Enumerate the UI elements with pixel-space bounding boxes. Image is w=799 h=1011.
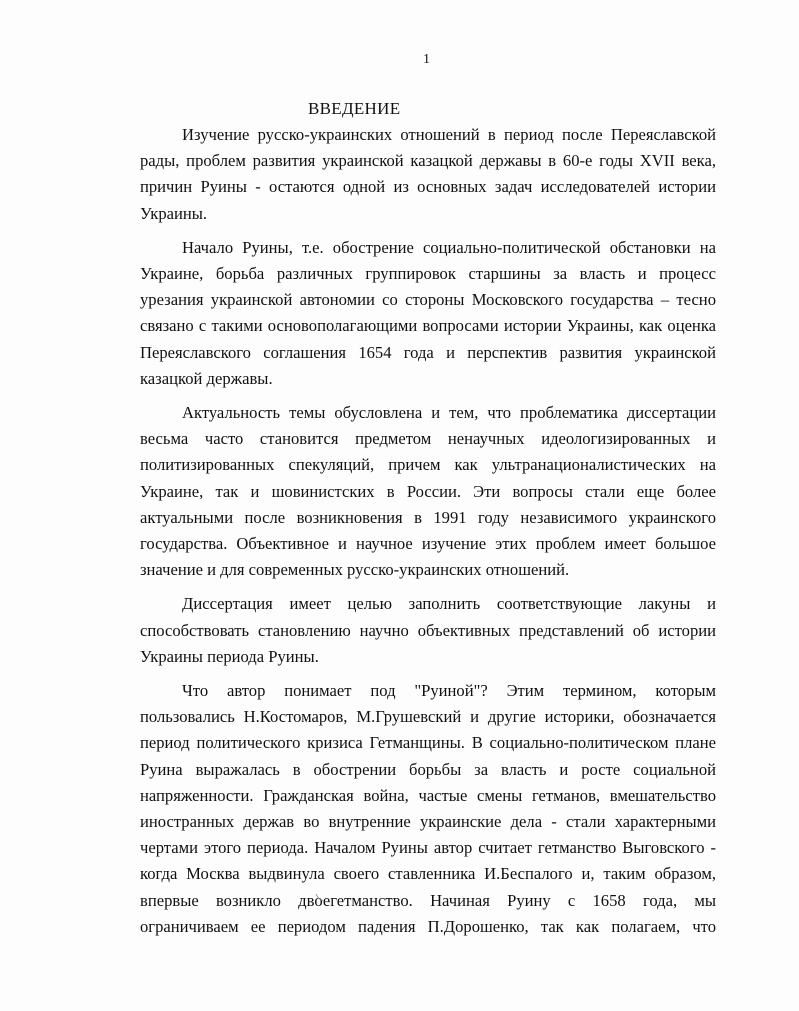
text-line: ограничиваем ее периодом падения П.Дорошенко, так как полагаем, что [140,916,716,936]
text-line: урезания украинской автономии со стороны Московского государства – тесно [140,290,716,310]
text-line: когда Москва выдвинула своего ставленника И.Беспалого и, таким образом, [140,864,716,884]
text-line: способствовать становлению научно объективных представлений об истории [140,620,716,640]
page-title: ВВЕДЕНИЕ [308,99,401,118]
text-line: рады, проблем развития украинской казацкой державы в 60-е годы XVII века, [140,151,716,171]
text-line: Украины. [140,203,208,223]
page-number: 1 [423,52,430,67]
paragraph-4 [140,591,716,670]
text-line: Переяславского соглашения 1654 года и перспектив развития украинской [140,342,716,362]
body-text [140,122,716,948]
text-line: причин Руины - остаются одной из основных задач исследователей истории [140,177,716,197]
paragraph-3 [140,400,716,583]
text-line: Руина выражалась в обострении борьбы за власть и росте социальной [140,759,716,779]
paragraph-2 [140,235,716,392]
text-line: актуальными после возникновения в 1991 году независимого украинского [140,507,716,527]
text-line: напряженности. Гражданская война, частые смены гетманов, вмешательство [140,785,716,805]
text-line: Изучение русско-украинских отношений в период после Переяславской [182,125,716,144]
pen-mark-icon [315,893,325,903]
text-line: государства. Объективное и научное изучение этих проблем имеет большое [140,534,716,554]
text-line: период политического кризиса Гетманщины. В социально-политическом плане [140,733,716,753]
text-line: Украине, борьба различных группировок старшины за власть и процесс [140,264,716,284]
text-line: Что автор понимает под "Руиной"? Этим термином, которым [182,681,716,701]
text-line: связано с такими основополагающими вопросами истории Украины, как оценка [140,316,716,336]
text-line: Начало Руины, т.е. обострение социально-политической обстановки на [182,237,716,257]
text-line: чертами этого периода. Началом Руины автор считает гетманство Выговского - [140,838,716,858]
text-line: политизированных спекуляций, причем как ультранационалистических на [140,455,716,475]
text-line: казацкой державы. [140,368,273,388]
text-line: Диссертация имеет целью заполнить соответствующие лакуны и [182,594,716,614]
text-line: Украины периода Руины. [140,646,319,666]
text-line: Актуальность темы обусловлена и тем, что проблематика диссертации [182,403,716,423]
text-line: иностранных держав во внутренние украинские дела - стали характерными [140,812,716,832]
text-line: Украине, так и шовинистских в России. Эти вопросы стали еще более [140,481,716,501]
text-line: пользовались Н.Костомаров, М.Грушевский и другие историки, обозначается [140,707,716,727]
text-line: весьма часто становится предметом ненаучных идеологизированных и [140,429,716,449]
paragraph-1 [140,122,716,227]
text-line: впервые возникло двоегетманство. Начиная Руину с 1658 года, мы [140,890,716,910]
text-line: значение и для современных русско-украинских отношений. [140,560,570,580]
paragraph-5 [140,678,716,940]
